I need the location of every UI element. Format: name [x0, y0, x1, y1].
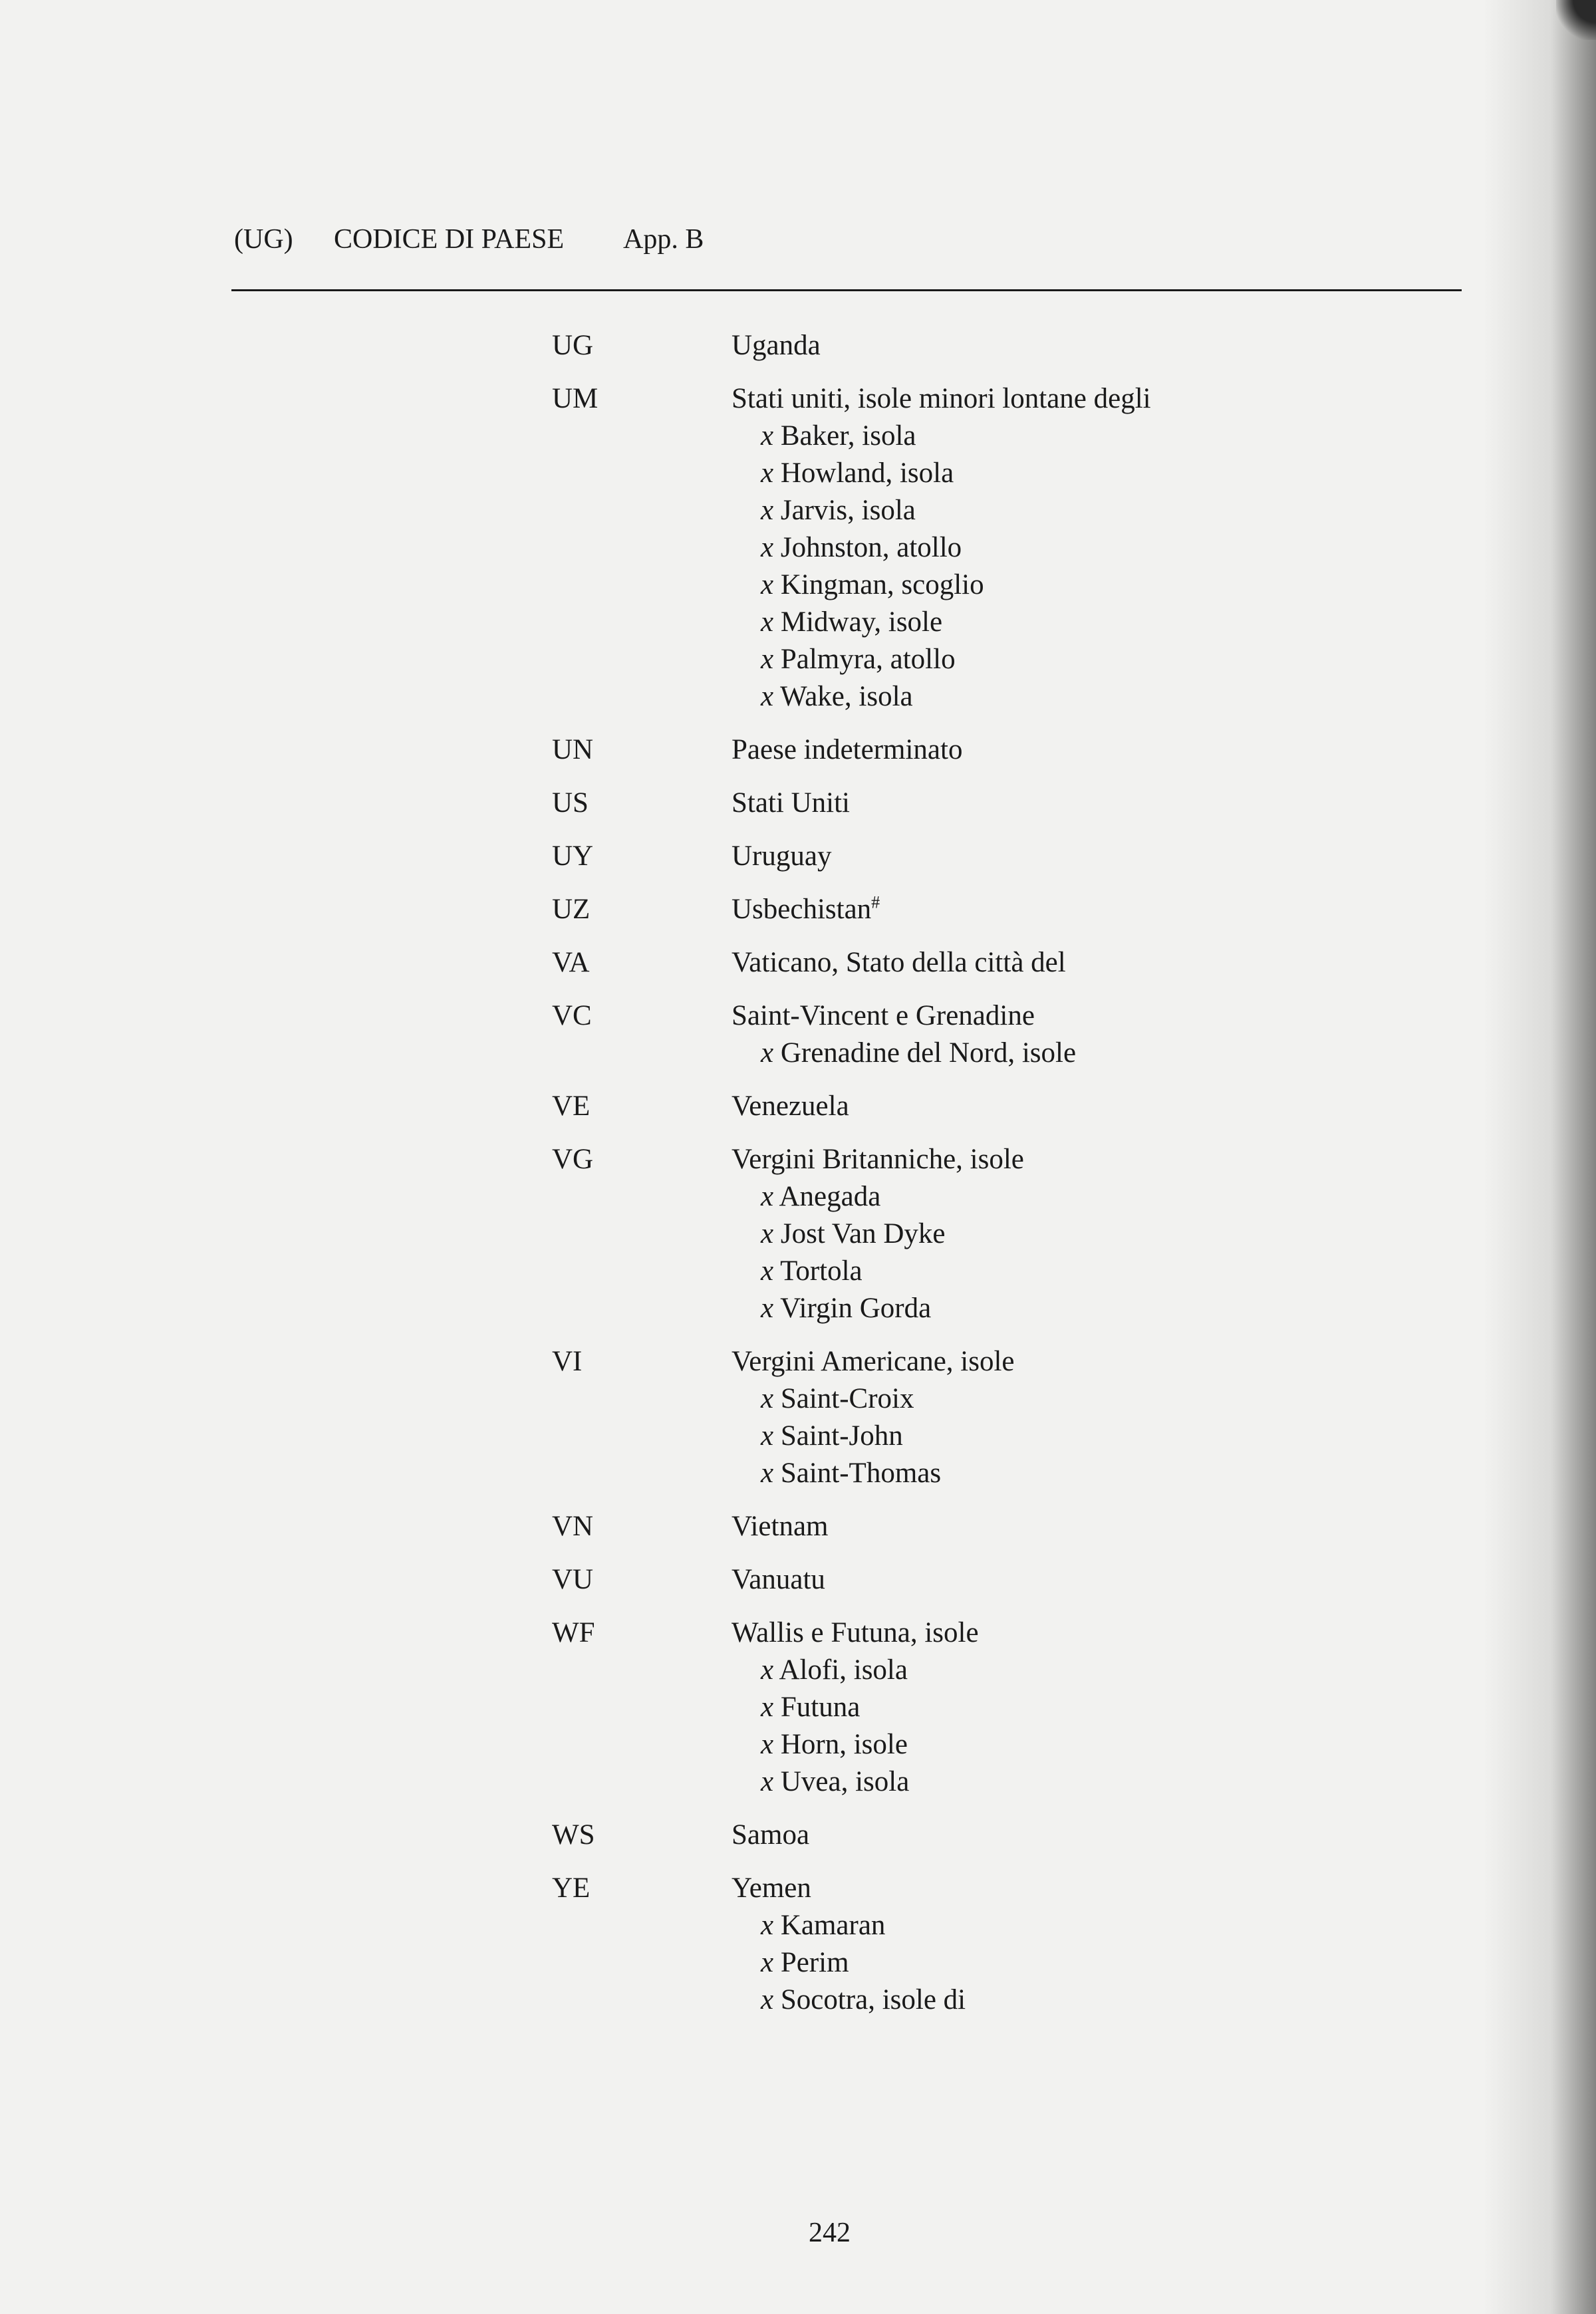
see-also-marker: x [761, 1947, 774, 1978]
country-name [732, 1817, 1450, 1854]
country-code: UM [552, 383, 598, 414]
sub-territory-name: Wake, isola [780, 681, 913, 712]
sub-territory [732, 529, 1450, 567]
country-details [732, 838, 1450, 875]
sub-territory-name: Saint-John [780, 1420, 903, 1452]
country-code: UZ [552, 894, 591, 925]
country-name [732, 1614, 1450, 1652]
sub-territory [732, 604, 1450, 641]
country-code: YE [552, 1872, 591, 1904]
see-also-marker: x [761, 1729, 774, 1760]
see-also-marker: x [761, 457, 774, 489]
country-name-text: Vanuatu [732, 1564, 825, 1595]
country-name [732, 1508, 1450, 1545]
see-also-marker: x [761, 1910, 774, 1941]
sub-territory [732, 641, 1450, 678]
country-details [732, 1614, 1450, 1801]
sub-territory-name: Horn, isole [780, 1729, 908, 1760]
sub-territory [732, 567, 1450, 604]
see-also-marker: x [761, 606, 774, 638]
country-name-text: Uganda [732, 330, 821, 361]
country-name-text: Uruguay [732, 840, 832, 872]
see-also-marker: x [761, 1181, 774, 1212]
sub-territory-name: Palmyra, atollo [780, 644, 956, 675]
sub-territory [732, 1290, 1450, 1327]
sub-territory [732, 1982, 1450, 2019]
sub-territory [732, 455, 1450, 492]
country-entry [552, 1343, 1450, 1492]
country-entry [552, 1614, 1450, 1801]
sub-territory [732, 1380, 1450, 1418]
see-also-marker: x [761, 1383, 774, 1414]
sub-territory-name: Virgin Gorda [780, 1293, 932, 1324]
country-name-text: Venezuela [732, 1091, 849, 1122]
country-code: VU [552, 1564, 594, 1595]
country-code: VG [552, 1144, 594, 1175]
sub-territory [732, 1418, 1450, 1455]
see-also-marker: x [761, 532, 774, 563]
country-code: VN [552, 1511, 594, 1542]
see-also-marker: x [761, 495, 774, 526]
country-name-text: Vergini Americane, isole [732, 1346, 1015, 1377]
sub-territory-name: Socotra, isole di [780, 1984, 966, 2015]
country-name-text: Saint-Vincent e Grenadine [732, 1000, 1035, 1031]
country-entry [552, 731, 1450, 769]
country-name-text: Stati Uniti [732, 787, 850, 819]
country-entry [552, 380, 1450, 715]
sub-territory [732, 1178, 1450, 1216]
country-details [732, 1141, 1450, 1327]
country-details [732, 327, 1450, 364]
country-entry [552, 1508, 1450, 1545]
see-also-marker: x [761, 1037, 774, 1069]
see-also-marker: x [761, 681, 774, 712]
country-name [732, 1870, 1450, 1907]
sub-territory-name: Midway, isole [780, 606, 943, 638]
sub-territory [732, 1652, 1450, 1689]
country-entry [552, 1870, 1450, 2019]
sub-territory [732, 1253, 1450, 1290]
see-also-marker: x [761, 1458, 774, 1489]
sub-territory-name: Kamaran [780, 1910, 886, 1941]
country-name-text: Samoa [732, 1819, 810, 1851]
see-also-marker: x [761, 1654, 774, 1686]
country-name-text: Vaticano, Stato della città del [732, 947, 1066, 978]
country-code: VE [552, 1091, 591, 1122]
sub-territory [732, 1035, 1450, 1072]
country-name-text: Paese indeterminato [732, 734, 963, 765]
country-details [732, 1508, 1450, 1545]
country-entry [552, 1088, 1450, 1125]
country-code-list [552, 327, 1450, 2035]
sub-territory [732, 678, 1450, 715]
running-head-code: (UG) [234, 224, 293, 255]
country-name-text: Vietnam [732, 1511, 829, 1542]
sub-territory [732, 1944, 1450, 1982]
country-entry [552, 1561, 1450, 1599]
country-entry [552, 944, 1450, 981]
sub-territory-name: Saint-Thomas [780, 1458, 942, 1489]
country-details [732, 1088, 1450, 1125]
running-head-title: CODICE DI PAESE [334, 224, 565, 255]
country-name [732, 327, 1450, 364]
footnote-mark: # [871, 892, 880, 912]
country-code: VI [552, 1346, 583, 1377]
sub-territory-name: Tortola [780, 1255, 863, 1287]
country-details [732, 997, 1450, 1072]
see-also-marker: x [761, 644, 774, 675]
see-also-marker: x [761, 1293, 774, 1324]
country-code: VA [552, 947, 590, 978]
see-also-marker: x [761, 1692, 774, 1723]
country-details [732, 1817, 1450, 1854]
country-entry [552, 997, 1450, 1072]
sub-territory-name: Howland, isola [780, 457, 954, 489]
sub-territory [732, 1763, 1450, 1801]
country-name [732, 944, 1450, 981]
sub-territory-name: Kingman, scoglio [780, 569, 984, 600]
country-details [732, 380, 1450, 715]
sub-territory [732, 1907, 1450, 1944]
country-entry [552, 1141, 1450, 1327]
country-name [732, 1561, 1450, 1599]
sub-territory [732, 418, 1450, 455]
country-code: US [552, 787, 589, 819]
page-corner-shadow [1556, 0, 1596, 40]
sub-territory-name: Jarvis, isola [780, 495, 916, 526]
country-name [732, 997, 1450, 1035]
country-name-text: Usbechistan [732, 894, 872, 925]
see-also-marker: x [761, 1766, 774, 1797]
country-details [732, 785, 1450, 822]
country-code: WF [552, 1617, 595, 1648]
country-details [732, 1343, 1450, 1492]
sub-territory-name: Futuna [780, 1692, 861, 1723]
country-entry [552, 327, 1450, 364]
country-code: UN [552, 734, 594, 765]
country-name [732, 1141, 1450, 1178]
see-also-marker: x [761, 1420, 774, 1452]
sub-territory-name: Perim [780, 1947, 849, 1978]
sub-territory-name: Grenadine del Nord, isole [780, 1037, 1077, 1069]
see-also-marker: x [761, 420, 774, 451]
sub-territory [732, 1455, 1450, 1492]
country-name-text: Vergini Britanniche, isole [732, 1144, 1024, 1175]
page-number: 242 [809, 2218, 851, 2248]
country-details [732, 1870, 1450, 2019]
country-entry [552, 785, 1450, 822]
country-code: VC [552, 1000, 592, 1031]
country-name [732, 838, 1450, 875]
country-name-text: Wallis e Futuna, isole [732, 1617, 979, 1648]
country-entry [552, 891, 1450, 928]
country-name [732, 891, 1450, 928]
country-details [732, 1561, 1450, 1599]
header-rule [231, 289, 1462, 291]
see-also-marker: x [761, 1218, 774, 1249]
see-also-marker: x [761, 569, 774, 600]
sub-territory-name: Alofi, isola [779, 1654, 908, 1686]
country-name-text: Yemen [732, 1872, 811, 1904]
country-code: UY [552, 840, 594, 872]
sub-territory [732, 492, 1450, 529]
running-head-appendix: App. B [623, 224, 704, 255]
country-details [732, 944, 1450, 981]
country-name [732, 380, 1450, 418]
page-edge-shadow [1483, 0, 1596, 2314]
country-entry [552, 1817, 1450, 1854]
country-name-text: Stati uniti, isole minori lontane degli [732, 383, 1151, 414]
see-also-marker: x [761, 1984, 774, 2015]
country-details [732, 731, 1450, 769]
sub-territory-name: Uvea, isola [780, 1766, 910, 1797]
country-name [732, 785, 1450, 822]
sub-territory-name: Johnston, atollo [780, 532, 962, 563]
country-entry [552, 838, 1450, 875]
sub-territory [732, 1726, 1450, 1763]
see-also-marker: x [761, 1255, 774, 1287]
sub-territory-name: Saint-Croix [780, 1383, 914, 1414]
sub-territory-name: Baker, isola [780, 420, 916, 451]
sub-territory [732, 1216, 1450, 1253]
country-code: UG [552, 330, 594, 361]
running-head [234, 219, 704, 259]
sub-territory-name: Anegada [779, 1181, 881, 1212]
country-name [732, 1088, 1450, 1125]
country-details [732, 891, 1450, 928]
country-name [732, 1343, 1450, 1380]
country-name [732, 731, 1450, 769]
country-code: WS [552, 1819, 595, 1851]
sub-territory-name: Jost Van Dyke [780, 1218, 946, 1249]
sub-territory [732, 1689, 1450, 1726]
